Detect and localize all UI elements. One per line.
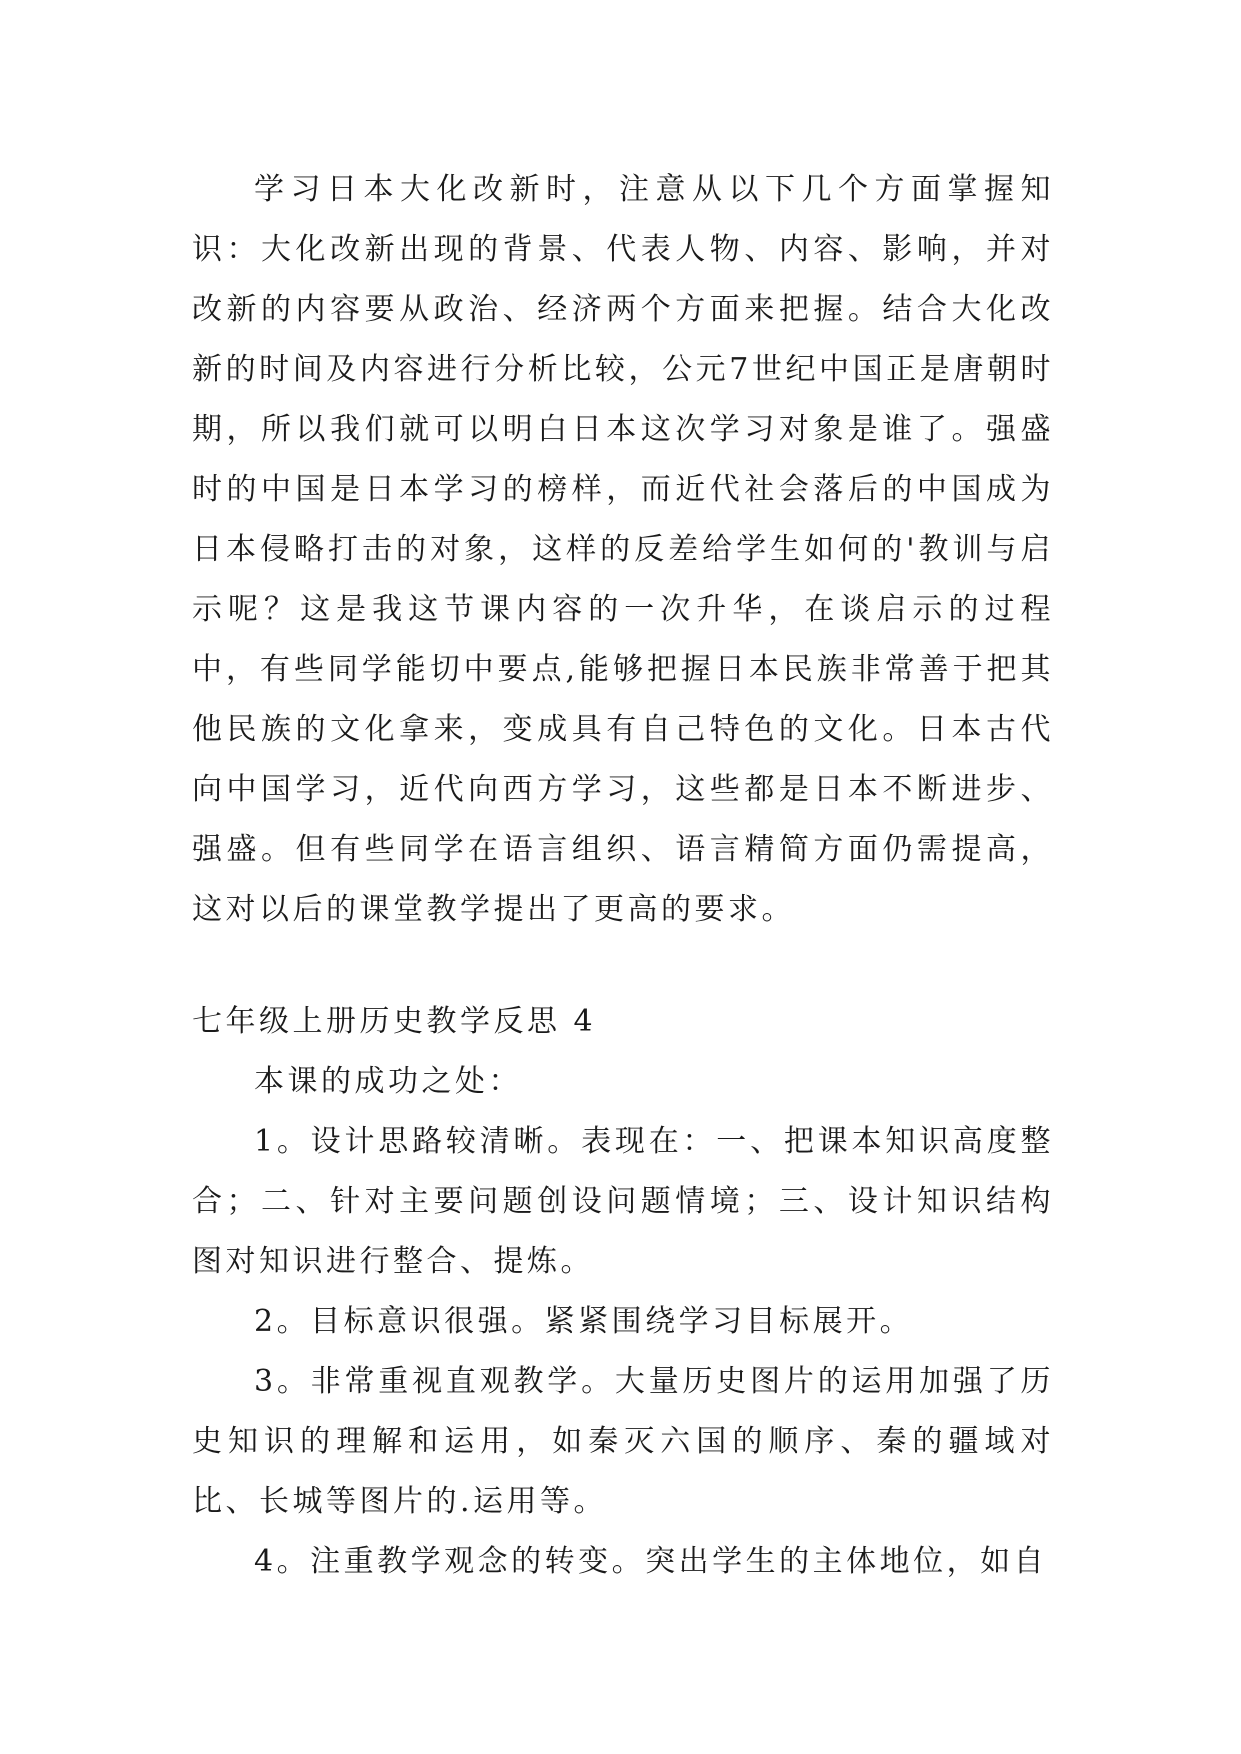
success-intro: 本课的成功之处： bbox=[254, 1064, 522, 1099]
point-item: 4。注重教学观念的转变。突出学生的主体地位，如自 bbox=[254, 1544, 1048, 1579]
point-item: 1。设计思路较清晰。表现在：一、把课本知识高度整合；二、针对主要问题创设问题情境；三、设计知识结构图对知识进行整合、提炼。 bbox=[192, 1124, 1054, 1279]
document-page bbox=[192, 160, 1054, 1592]
section-heading: 七年级上册历史教学反思 4 bbox=[192, 1004, 597, 1039]
point-item: 3。非常重视直观教学。大量历史图片的运用加强了历史知识的理解和运用，如秦灭六国的顺序、秦的疆域对比、长城等图片的.运用等。 bbox=[192, 1364, 1054, 1519]
section-spacer bbox=[192, 940, 1054, 992]
intro-paragraph: 学习日本大化改新时，注意从以下几个方面掌握知识：大化改新出现的背景、代表人物、内容、影响，并对改新的内容要从政治、经济两个方面来把握。结合大化改新的时间及内容进行分析比较，公元7世纪中国正是唐朝时期，所以我们就可以明白日本这次学习对象是谁了。强盛时的中国是日本学习的榜样，而近代社会落后的中国成为日本侵略打击的对象，这样的反差给学生如何的'教训与启示呢？这是我这节课内容的一次升华，在谈启示的过程中，有些同学能切中要点,能够把握日本民族非常善于把其他民族的文化拿来，变成具有自己特色的文化。日本古代向中国学习，近代向西方学习，这些都是日本不断进步、强盛。但有些同学在语言组织、语言精简方面仍需提高，这对以后的课堂教学提出了更高的要求。 bbox=[192, 172, 1054, 927]
point-item: 2。目标意识很强。紧紧围绕学习目标展开。 bbox=[254, 1304, 914, 1339]
